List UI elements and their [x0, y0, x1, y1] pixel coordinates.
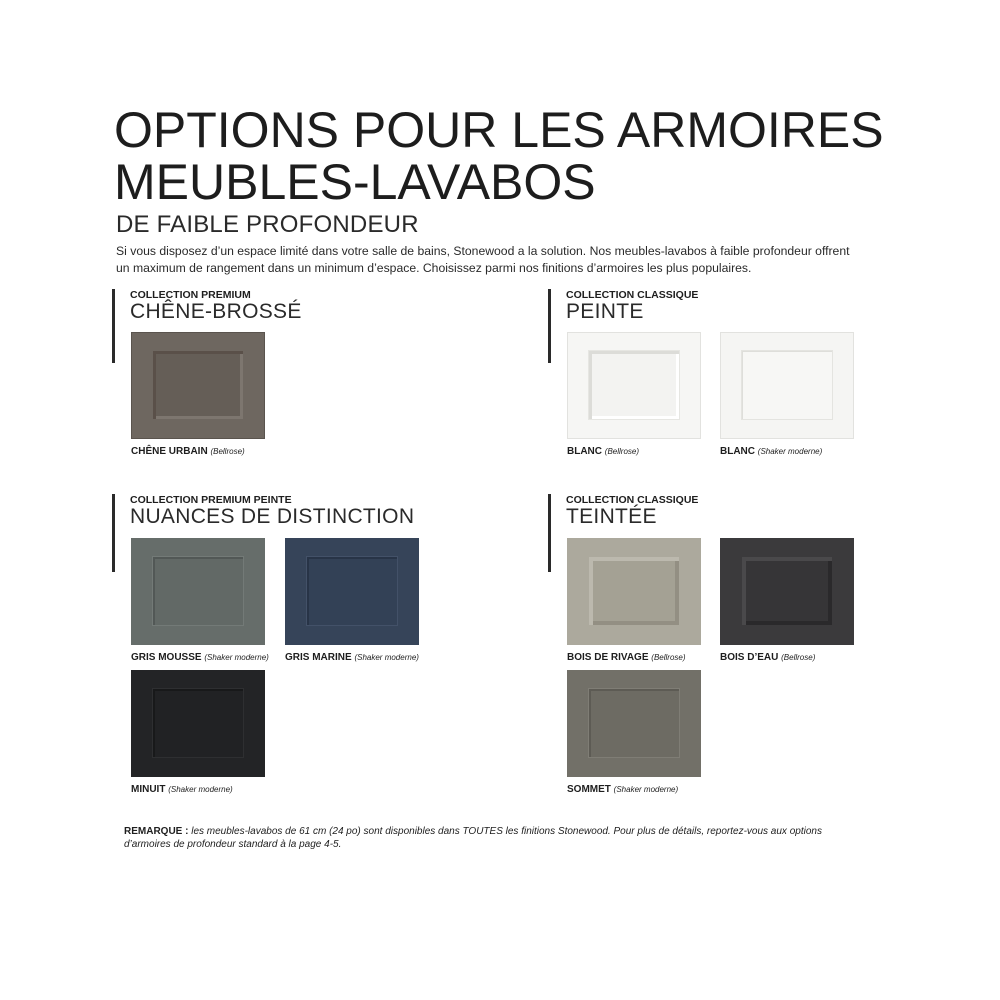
footnote — [124, 825, 844, 851]
collection-label: COLLECTION PREMIUM — [130, 289, 251, 301]
door-panel — [589, 351, 679, 419]
door-panel — [742, 557, 832, 625]
door-panel — [153, 689, 243, 757]
finish-caption — [720, 446, 822, 457]
swatch-gris-marine[interactable] — [285, 538, 419, 663]
door-sample — [720, 538, 854, 645]
finish-style: (Shaker moderne) — [168, 785, 233, 794]
swatch-blanc-shaker[interactable] — [720, 332, 854, 457]
collection-name: TEINTÉE — [566, 505, 657, 528]
footnote-label: REMARQUE : — [124, 826, 189, 837]
page-title-line2: MEUBLES-LAVABOS — [114, 154, 596, 210]
door-sample — [567, 332, 701, 439]
swatch-blanc-bellrose[interactable] — [567, 332, 701, 457]
door-sample — [131, 538, 265, 645]
finish-name: GRIS MOUSSE — [131, 652, 202, 663]
finish-caption — [720, 652, 815, 663]
finish-caption — [567, 446, 639, 457]
finish-name: CHÊNE URBAIN — [131, 446, 208, 457]
finish-style: (Bellrose) — [651, 653, 686, 662]
collection-label: COLLECTION PREMIUM PEINTE — [130, 494, 292, 506]
finish-style: (Bellrose) — [210, 447, 245, 456]
swatch-bois-d-eau[interactable] — [720, 538, 854, 663]
door-sample — [567, 538, 701, 645]
page-subtitle: DE FAIBLE PROFONDEUR — [116, 211, 419, 238]
collection-name: PEINTE — [566, 300, 644, 323]
door-sample — [567, 670, 701, 777]
collection-name: NUANCES DE DISTINCTION — [130, 505, 415, 528]
door-sample — [131, 670, 265, 777]
finish-caption — [131, 784, 233, 795]
page-title — [114, 104, 884, 208]
finish-name: MINUIT — [131, 784, 166, 795]
finish-caption — [131, 446, 245, 457]
finish-name: BOIS DE RIVAGE — [567, 652, 649, 663]
finish-name: BLANC — [567, 446, 602, 457]
finish-style: (Shaker moderne) — [354, 653, 419, 662]
finish-caption — [567, 652, 686, 663]
finish-name: BLANC — [720, 446, 755, 457]
door-panel — [742, 351, 832, 419]
finish-name: BOIS D’EAU — [720, 652, 779, 663]
finish-style: (Shaker moderne) — [613, 785, 679, 794]
footnote-text: les meubles-lavabos de 61 cm (24 po) sont disponibles dans TOUTES les finitions Stonewood. Pour plus de détails, reportez-vous aux options d’armoires de profondeur standard à la page 4-5. — [124, 826, 822, 850]
finish-name: SOMMET — [567, 784, 611, 795]
finish-caption — [285, 652, 419, 663]
door-panel — [589, 557, 679, 625]
door-sample — [720, 332, 854, 439]
finish-style: (Shaker moderne) — [757, 447, 823, 456]
door-panel — [589, 689, 679, 757]
swatch-chene-urbain[interactable] — [131, 332, 265, 457]
finish-style: (Shaker moderne) — [204, 653, 269, 662]
intro-paragraph: Si vous disposez d’un espace limité dans votre salle de bains, Stonewood a la solution. Nos meubles-lavabos à faible profondeur offrent un maximum de rangement dans un minimum d’espace. Choisissez parmi nos finitions d’armoires les plus populaires. — [116, 244, 850, 275]
finish-name: GRIS MARINE — [285, 652, 352, 663]
door-sample — [131, 332, 265, 439]
swatch-sommet[interactable] — [567, 670, 701, 795]
collection-label: COLLECTION CLASSIQUE — [566, 494, 699, 506]
section-bar — [548, 289, 551, 363]
collection-name: CHÊNE-BROSSÉ — [130, 300, 302, 323]
section-bar — [112, 289, 115, 363]
swatch-gris-mousse[interactable] — [131, 538, 269, 663]
swatch-minuit[interactable] — [131, 670, 265, 795]
door-sample — [285, 538, 419, 645]
page-title-line1: OPTIONS POUR LES ARMOIRES — [114, 102, 884, 158]
swatch-bois-de-rivage[interactable] — [567, 538, 701, 663]
finish-caption — [131, 652, 269, 663]
door-panel — [153, 557, 243, 625]
door-panel — [153, 351, 243, 419]
finish-caption — [567, 784, 678, 795]
collection-label: COLLECTION CLASSIQUE — [566, 289, 699, 301]
section-bar — [548, 494, 551, 572]
finish-style: (Bellrose) — [781, 653, 816, 662]
door-panel — [307, 557, 397, 625]
finish-style: (Bellrose) — [604, 447, 640, 456]
section-bar — [112, 494, 115, 572]
